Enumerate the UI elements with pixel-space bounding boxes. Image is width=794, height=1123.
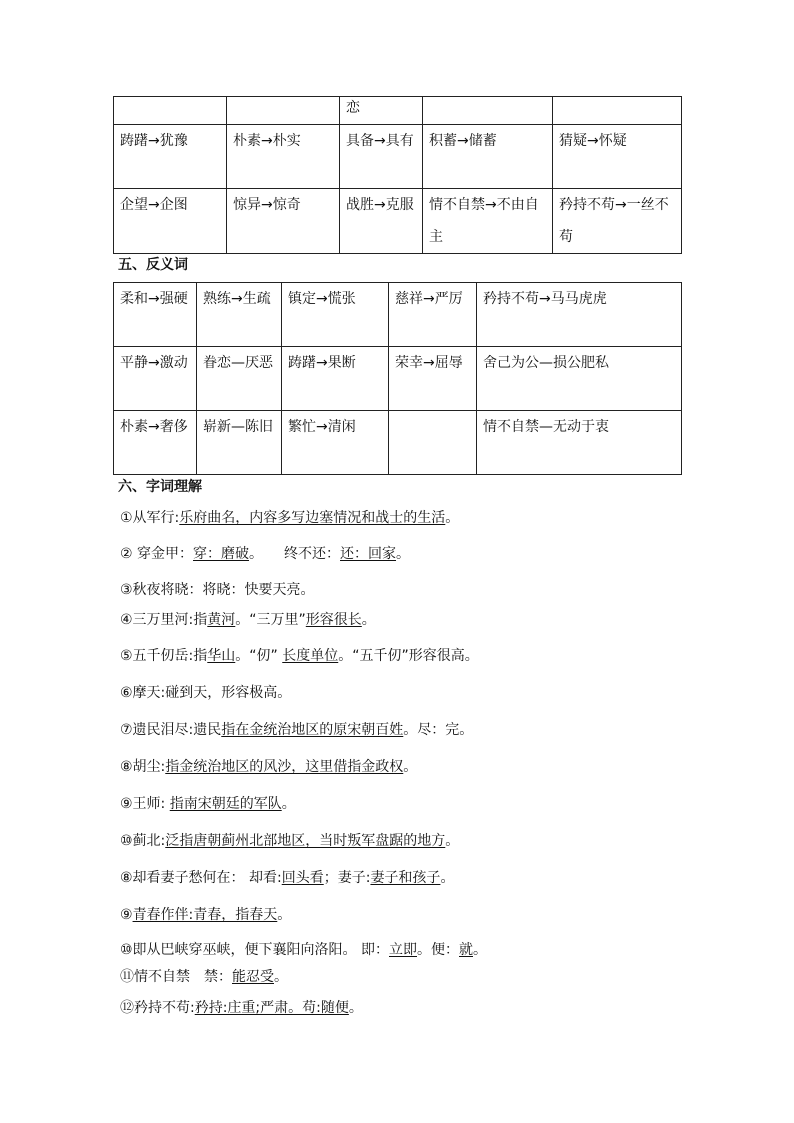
table-cell: 踌躇→果断: [282, 347, 389, 411]
vocab-item: [120, 940, 487, 960]
item-text: 。: [274, 969, 288, 985]
table-cell: 平静→激动: [114, 347, 197, 411]
item-text: 。尽：完。: [403, 722, 474, 738]
table-cell: 积蓄→储蓄: [423, 125, 553, 189]
table-cell: 朴素→奢侈: [114, 411, 197, 475]
table-cell: 猜疑→怀疑: [553, 125, 682, 189]
underlined-text: 华山: [207, 648, 236, 664]
item-text: ⑩蓟北:: [120, 833, 166, 849]
table-row: [114, 125, 682, 189]
item-text: 。: [277, 907, 292, 923]
item-text: ⑩即从巴峡穿巫峡，便下襄阳向洛阳。 即：: [120, 942, 389, 958]
antonym-table: [113, 282, 682, 475]
table-row: [114, 411, 682, 475]
underlined-text: 指在金统治地区的原宋朝百姓: [221, 722, 404, 738]
item-text: 。: [403, 759, 418, 775]
table-cell: 繁忙→清闲: [282, 411, 389, 475]
table-cell: [114, 97, 227, 125]
table-cell: 恋: [340, 97, 423, 125]
vocab-item: [120, 544, 410, 564]
table-cell: 惊异→惊奇: [227, 189, 340, 254]
vocab-item: [120, 868, 454, 888]
item-text: ①从军行:: [120, 510, 180, 526]
table-cell: 企望→企图: [114, 189, 227, 254]
item-text: ⑨: [120, 907, 133, 923]
item-text: ⑧胡尘:: [120, 759, 166, 775]
table-row: [114, 347, 682, 411]
table-cell: 矜持不苟→马马虎虎: [477, 283, 682, 347]
vocab-item: [120, 794, 296, 814]
item-text: ⑪情不自禁 禁：: [120, 969, 232, 985]
table-cell: [423, 97, 553, 125]
underlined-text: 矜持:庄重;严肃。苟:随便: [194, 1000, 349, 1016]
synonym-table: [113, 96, 682, 254]
vocab-item: [120, 757, 417, 777]
table-cell: 情不自禁—无动于衷: [477, 411, 682, 475]
item-text: 。: [361, 612, 376, 628]
item-text: 。“三万里”: [235, 612, 306, 628]
table-cell: 舍己为公—损公肥私: [477, 347, 682, 411]
item-text: 。: [348, 1000, 363, 1016]
item-text: ⑧却看妻子愁何在： 却看:: [120, 870, 282, 886]
item-text: ⑨王师:: [120, 796, 170, 812]
item-text: ⑤五千仞岳:指: [120, 648, 208, 664]
underlined-text: 就: [459, 942, 473, 958]
vocab-item: [120, 905, 291, 925]
table-cell: [389, 411, 477, 475]
item-text: ④三万里河:指: [120, 612, 208, 628]
vocab-item: [120, 683, 291, 703]
table-row: [114, 97, 682, 125]
vocab-heading: 六、字词理解: [118, 479, 202, 495]
table-cell: 情不自禁→不由自主: [423, 189, 553, 254]
vocab-item: [120, 720, 473, 740]
table-cell: 崭新—陈旧: [197, 411, 282, 475]
item-text: 。: [396, 546, 411, 562]
item-text: 。: [445, 510, 460, 526]
table-row: [114, 283, 682, 347]
underlined-text: 还：回家: [340, 546, 397, 562]
vocab-item: [120, 967, 288, 987]
vocab-item: [120, 610, 376, 630]
underlined-text: 泛指唐朝蓟州北部地区，当时叛军盘踞的地方: [165, 833, 446, 849]
vocab-item: [120, 646, 479, 666]
underlined-text: 回头看: [281, 870, 324, 886]
underlined-text: 形容很长: [305, 612, 362, 628]
underlined-text: 长度单位: [282, 648, 339, 664]
item-text: 。: [473, 942, 487, 958]
table-row: [114, 189, 682, 254]
table-cell: 矜持不苟→一丝不苟: [553, 189, 682, 254]
item-text: ③秋夜将晓：将晓：快要天亮。: [120, 582, 315, 598]
vocab-item: [120, 508, 459, 528]
item-text: 。 终不还：: [249, 546, 341, 562]
vocab-item: [120, 831, 459, 851]
antonym-heading: 五、反义词: [118, 257, 188, 273]
underlined-text: 立即: [389, 942, 417, 958]
item-text: 。: [440, 870, 455, 886]
item-text: ② 穿金甲：: [120, 546, 194, 562]
underlined-text: 青春作伴:青春，指春天: [132, 907, 278, 923]
table-cell: 眷恋—厌恶: [197, 347, 282, 411]
table-cell: [227, 97, 340, 125]
table-cell: 具备→具有: [340, 125, 423, 189]
underlined-text: 指金统治地区的风沙，这里借指金政权: [165, 759, 404, 775]
table-cell: [553, 97, 682, 125]
table-cell: 朴素→朴实: [227, 125, 340, 189]
item-text: ；妻子:: [323, 870, 371, 886]
item-text: 。“仞”: [235, 648, 283, 664]
item-text: 。“五千仞”形容很高。: [338, 648, 479, 664]
item-text: 。便：: [417, 942, 459, 958]
table-cell: 战胜→克服: [340, 189, 423, 254]
vocab-item: [120, 998, 363, 1018]
underlined-text: 黄河: [207, 612, 236, 628]
item-text: ⑫矜持不苟:: [120, 1000, 195, 1016]
underlined-text: 乐府曲名，内容多写边塞情况和战士的生活: [179, 510, 446, 526]
item-text: ⑥摩天:碰到天，形容极高。: [120, 685, 292, 701]
underlined-text: 指南宋朝廷的军队: [169, 796, 282, 812]
table-cell: 熟练→生疏: [197, 283, 282, 347]
item-text: ⑦遗民泪尽:遗民: [120, 722, 222, 738]
table-cell: 踌躇→犹豫: [114, 125, 227, 189]
underlined-text: 能忍受: [232, 969, 274, 985]
table-cell: 柔和→强硬: [114, 283, 197, 347]
item-text: 。: [445, 833, 460, 849]
vocab-item: [120, 580, 315, 600]
item-text: 。: [281, 796, 296, 812]
table-cell: 慈祥→严厉: [389, 283, 477, 347]
underlined-text: 穿：磨破: [193, 546, 250, 562]
underlined-text: 妻子和孩子: [370, 870, 441, 886]
table-cell: 荣幸→屈辱: [389, 347, 477, 411]
table-cell: 镇定→慌张: [282, 283, 389, 347]
